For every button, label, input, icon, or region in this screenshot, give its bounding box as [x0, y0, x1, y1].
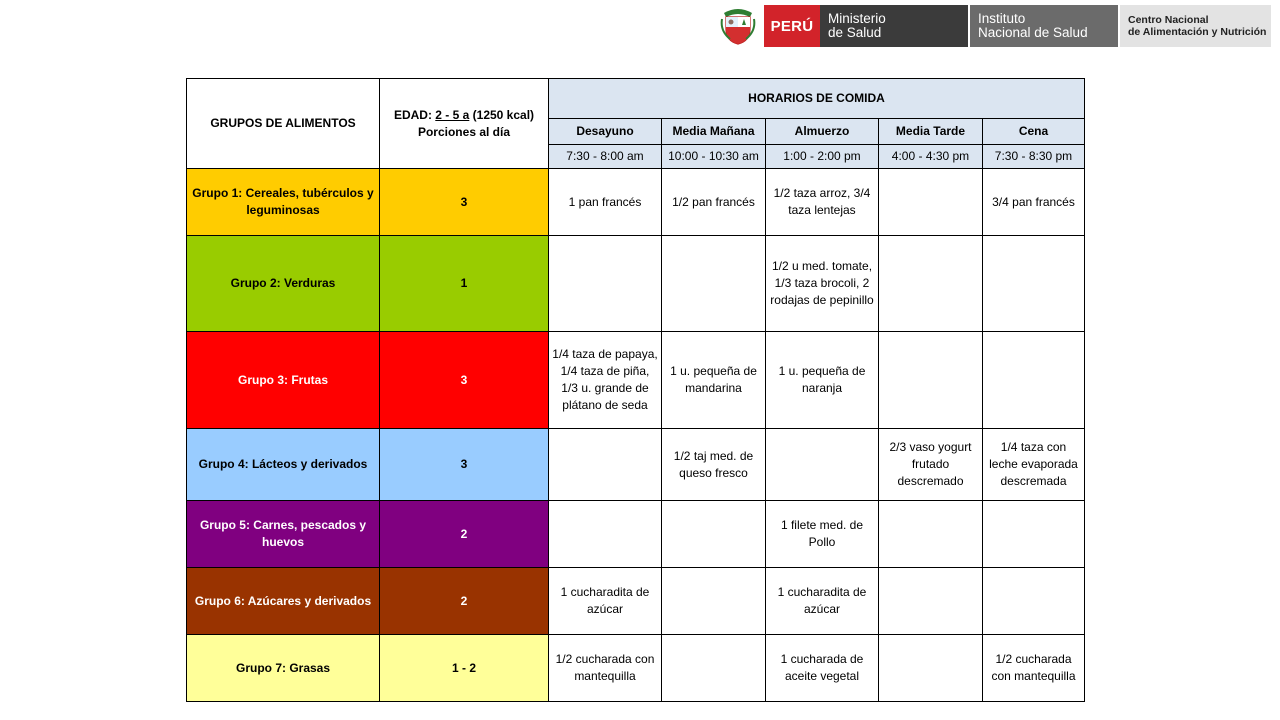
- table-cell: 1 u. pequeña de naranja: [766, 332, 879, 429]
- table-cell: [879, 169, 983, 236]
- table-cell: 1 cucharadita de azúcar: [549, 568, 662, 635]
- table-cell: [879, 332, 983, 429]
- table-row: [187, 568, 1085, 635]
- table-cell: [662, 568, 766, 635]
- table-cell: [983, 332, 1085, 429]
- table-row: [187, 332, 1085, 429]
- table-cell: [983, 236, 1085, 332]
- meal-time-almuerzo: 1:00 - 2:00 pm: [766, 145, 879, 169]
- group-label: Grupo 2: Verduras: [187, 236, 380, 332]
- table-cell: 1 pan francés: [549, 169, 662, 236]
- table-cell: [662, 635, 766, 702]
- horarios-header: HORARIOS DE COMIDA: [549, 79, 1085, 119]
- table-cell: [662, 236, 766, 332]
- meal-name-desayuno: Desayuno: [549, 119, 662, 145]
- ministerio-line1: Ministerio: [828, 11, 886, 26]
- group-label: Grupo 4: Lácteos y derivados: [187, 429, 380, 501]
- meal-name-cena: Cena: [983, 119, 1085, 145]
- group-label: Grupo 7: Grasas: [187, 635, 380, 702]
- table-cell: [766, 429, 879, 501]
- table-cell: [879, 568, 983, 635]
- table-cell: 2/3 vaso yogurt frutado descremado: [879, 429, 983, 501]
- table-cell: 1/2 cucharada con mantequilla: [549, 635, 662, 702]
- col-header-edad: [380, 79, 549, 169]
- centro-line1: Centro Nacional: [1128, 14, 1209, 26]
- table-cell: [549, 501, 662, 568]
- table-cell: 1 u. pequeña de mandarina: [662, 332, 766, 429]
- col-header-groups: GRUPOS DE ALIMENTOS: [187, 79, 380, 169]
- portions-value: 1: [380, 236, 549, 332]
- instituto-nacional-de-salud-logo: [970, 5, 1118, 47]
- table-cell: [879, 236, 983, 332]
- portions-value: 1 - 2: [380, 635, 549, 702]
- table-row: [187, 501, 1085, 568]
- meal-plan-table: [186, 78, 1085, 702]
- meal-name-media-tarde: Media Tarde: [879, 119, 983, 145]
- table-row: [187, 429, 1085, 501]
- table-cell: 1/4 taza con leche evaporada descremada: [983, 429, 1085, 501]
- table-cell: 1 filete med. de Pollo: [766, 501, 879, 568]
- portions-value: 3: [380, 429, 549, 501]
- table-cell: 3/4 pan francés: [983, 169, 1085, 236]
- edad-kcal: (1250 kcal): [472, 107, 535, 122]
- group-label: Grupo 6: Azúcares y derivados: [187, 568, 380, 635]
- meal-time-cena: 7:30 - 8:30 pm: [983, 145, 1085, 169]
- table-cell: 1/2 taj med. de queso fresco: [662, 429, 766, 501]
- table-cell: 1/2 pan francés: [662, 169, 766, 236]
- meal-time-media-tarde: 4:00 - 4:30 pm: [879, 145, 983, 169]
- meal-time-media-manana: 10:00 - 10:30 am: [662, 145, 766, 169]
- table-row: [187, 169, 1085, 236]
- table-cell: [662, 501, 766, 568]
- table-row: [187, 236, 1085, 332]
- institutional-header: [715, 5, 1271, 47]
- table-cell: [549, 236, 662, 332]
- table-cell: [983, 501, 1085, 568]
- table-cell: [879, 635, 983, 702]
- ministerio-de-salud-logo: [820, 5, 968, 47]
- instituto-line1: Instituto: [978, 11, 1026, 26]
- table-cell: 1/2 taza arroz, 3/4 taza lentejas: [766, 169, 879, 236]
- group-label: Grupo 1: Cereales, tubérculos y leguminosas: [187, 169, 380, 236]
- table-cell: 1 cucharadita de azúcar: [766, 568, 879, 635]
- group-label: Grupo 3: Frutas: [187, 332, 380, 429]
- table-cell: 1/2 cucharada con mantequilla: [983, 635, 1085, 702]
- meal-name-almuerzo: Almuerzo: [766, 119, 879, 145]
- cenan-logo: [1120, 5, 1271, 47]
- meal-time-desayuno: 7:30 - 8:00 am: [549, 145, 662, 169]
- header-row-1: [187, 79, 1085, 119]
- peru-coat-of-arms-icon: [715, 5, 760, 47]
- peru-logo: PERÚ: [764, 5, 820, 47]
- table-cell: 1/4 taza de papaya, 1/4 taza de piña, 1/3 u. grande de plátano de seda: [549, 332, 662, 429]
- portions-value: 2: [380, 568, 549, 635]
- edad-prefix: EDAD:: [393, 107, 432, 122]
- table-cell: 1/2 u med. tomate, 1/3 taza brocoli, 2 rodajas de pepinillo: [766, 236, 879, 332]
- table-row: [187, 635, 1085, 702]
- portions-value: 3: [380, 169, 549, 236]
- group-label: Grupo 5: Carnes, pescados y huevos: [187, 501, 380, 568]
- table-cell: 1 cucharada de aceite vegetal: [766, 635, 879, 702]
- meal-name-media-manana: Media Mañana: [662, 119, 766, 145]
- porciones-label: Porciones al día: [417, 124, 511, 139]
- ministerio-line2: de Salud: [828, 25, 882, 40]
- table-cell: [983, 568, 1085, 635]
- edad-range: 2 - 5 a: [435, 107, 470, 122]
- centro-line2: de Alimentación y Nutrición: [1128, 26, 1267, 38]
- instituto-line2: Nacional de Salud: [978, 25, 1088, 40]
- table-cell: [879, 501, 983, 568]
- table-cell: [549, 429, 662, 501]
- portions-value: 2: [380, 501, 549, 568]
- portions-value: 3: [380, 332, 549, 429]
